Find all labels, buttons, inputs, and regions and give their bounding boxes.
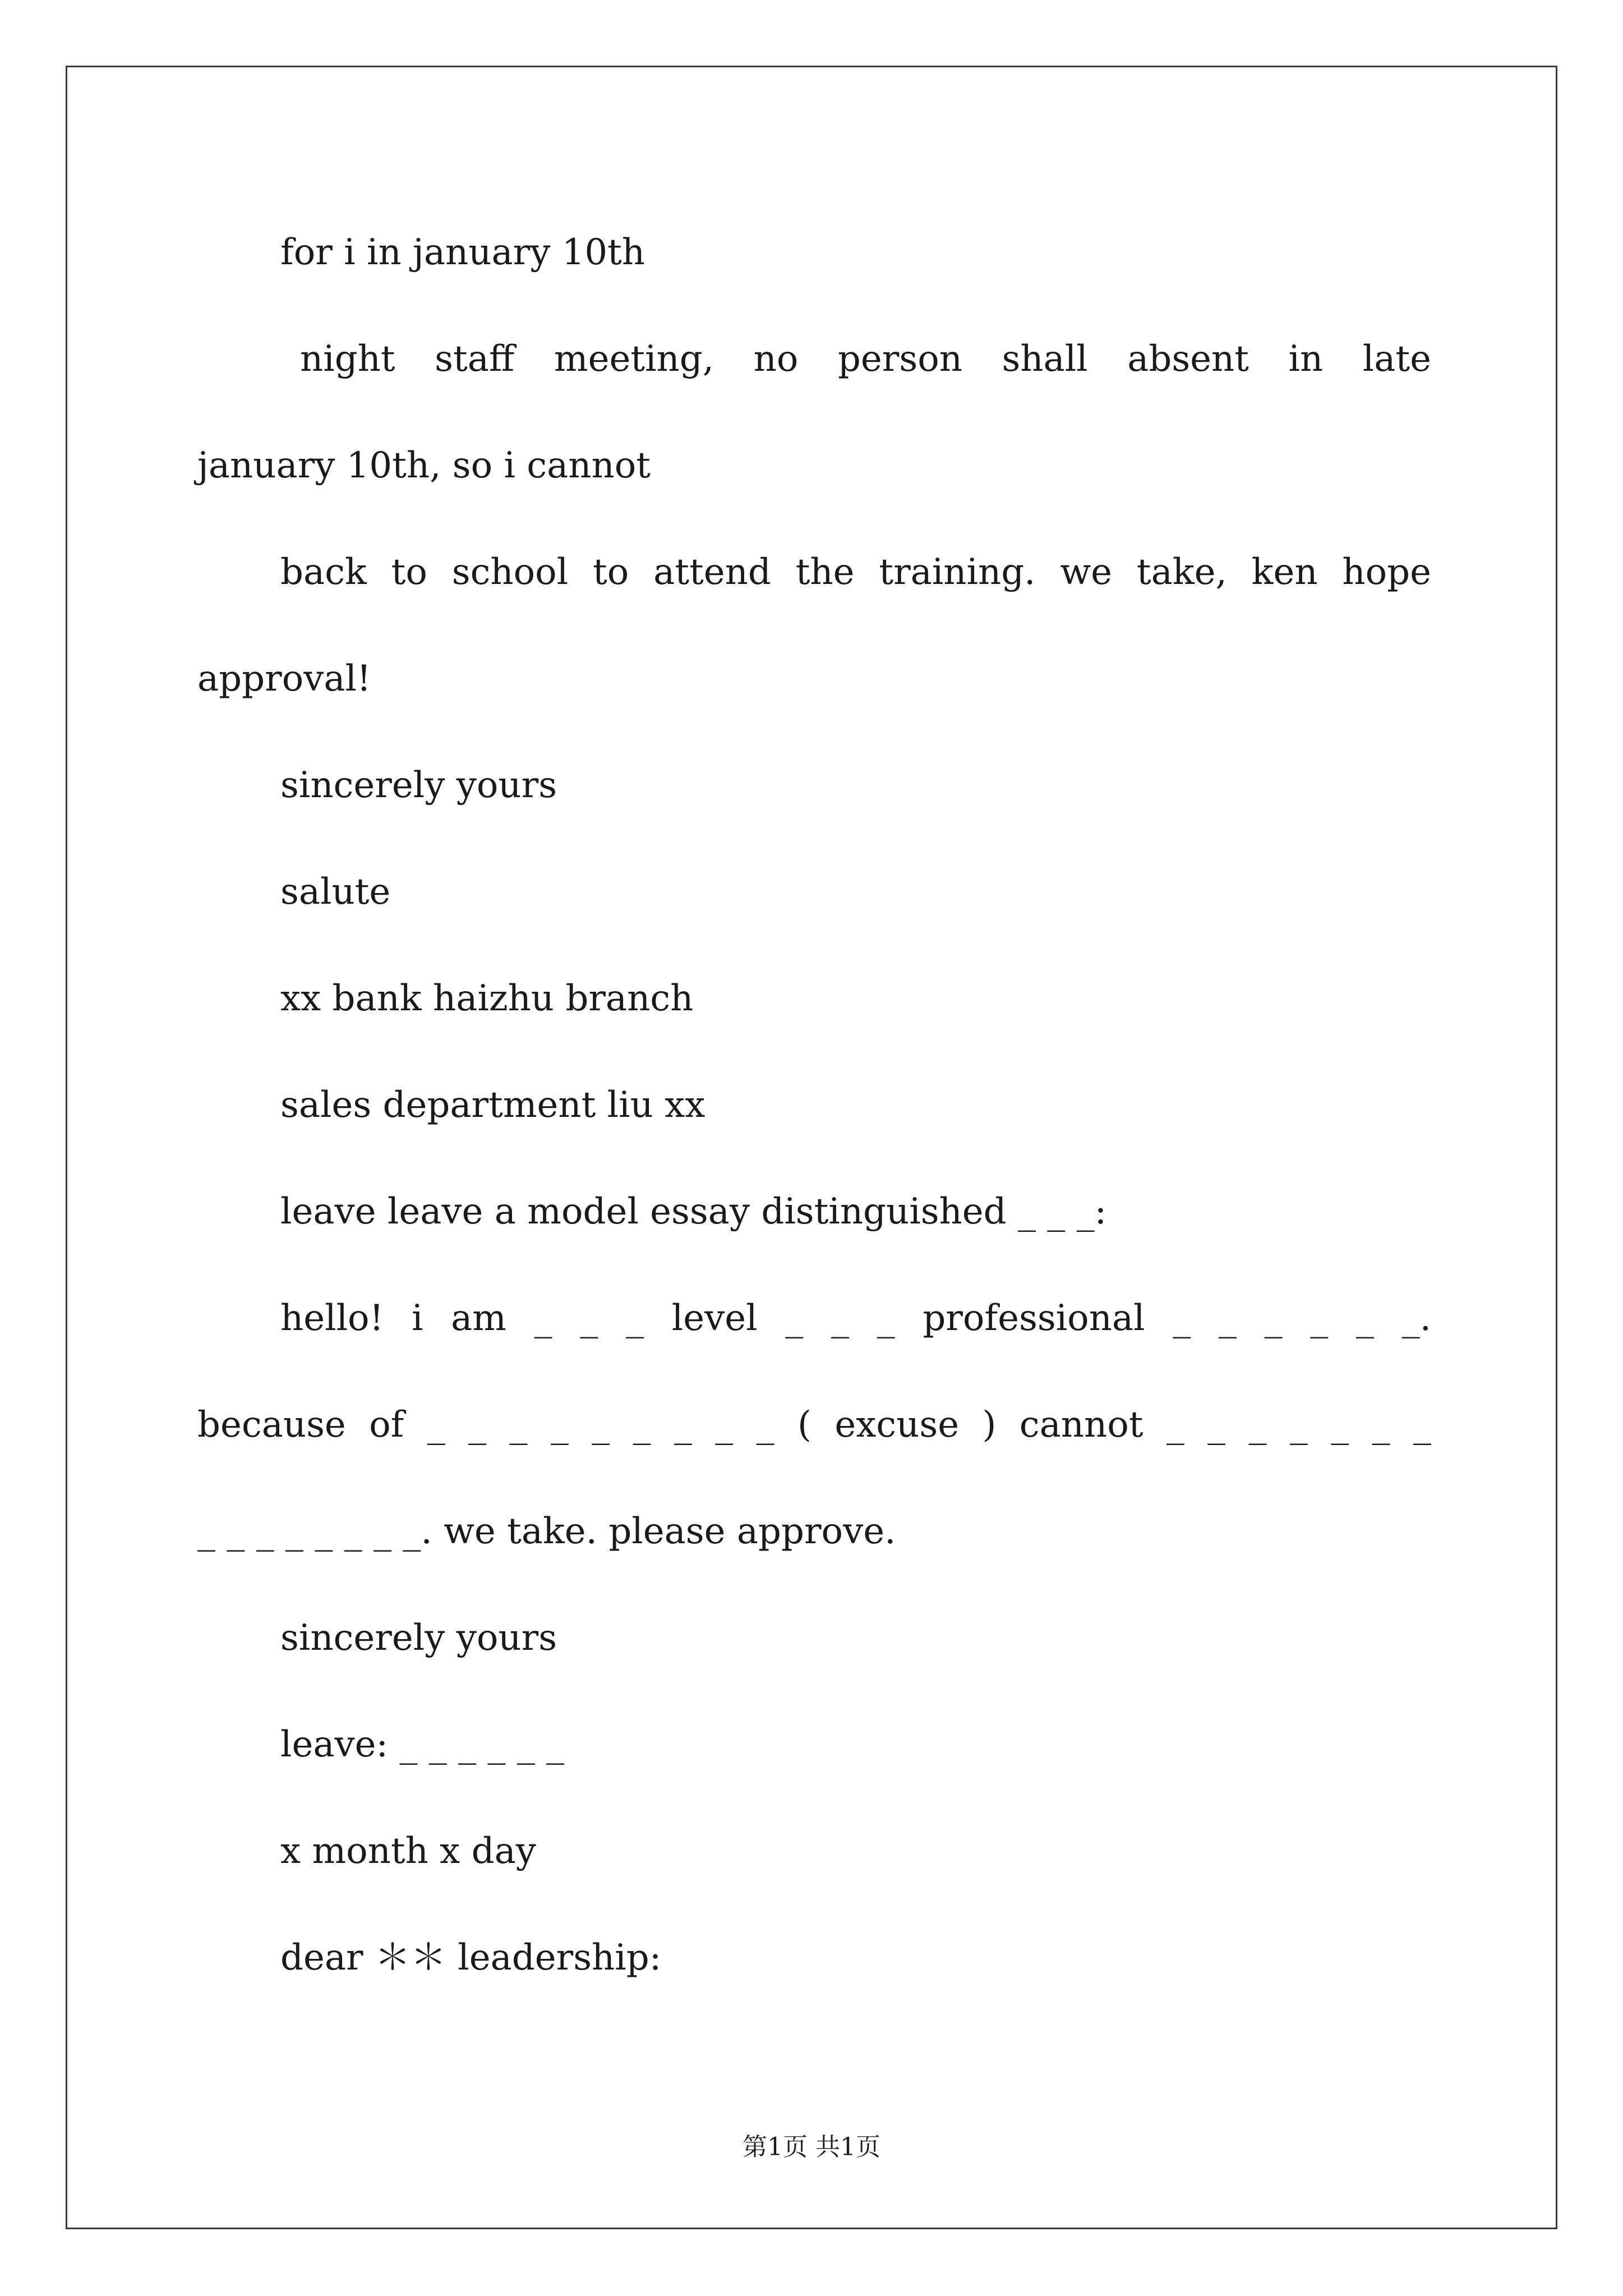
text-line: _ _ _ _ _ _ _ _. we take. please approve.: [197, 1511, 896, 1552]
page-border: [66, 66, 1557, 2229]
text-line: leave: _ _ _ _ _ _: [280, 1724, 565, 1765]
text-line: sales department liu xx: [280, 1084, 706, 1126]
text-line: back to school to attend the training. we take, ken hope: [280, 551, 1431, 593]
text-line: for i in january 10th: [280, 232, 645, 273]
text-line: x month x day: [280, 1830, 536, 1872]
text-line: approval!: [197, 658, 371, 700]
text-line: january 10th, so i cannot: [197, 445, 651, 486]
text-line: xx bank haizhu branch: [280, 978, 694, 1019]
text-line: sincerely yours: [280, 1617, 557, 1659]
text-line: leave leave a model essay distinguished _ _ _:: [280, 1191, 1107, 1232]
text-line: dear ＊＊ leadership:: [280, 1937, 662, 1978]
text-line: sincerely yours: [280, 765, 557, 806]
text-line: night staff meeting, no person shall absent in late: [300, 338, 1431, 380]
text-line: salute: [280, 871, 391, 913]
text-line: hello! i am _ _ _ level _ _ _ professional _ _ _ _ _ _.: [280, 1297, 1431, 1339]
page-number-footer: 第1页 共1页: [743, 2133, 880, 2161]
text-line: because of _ _ _ _ _ _ _ _ _ ( excuse ) cannot _ _ _ _ _ _ _: [197, 1404, 1431, 1446]
